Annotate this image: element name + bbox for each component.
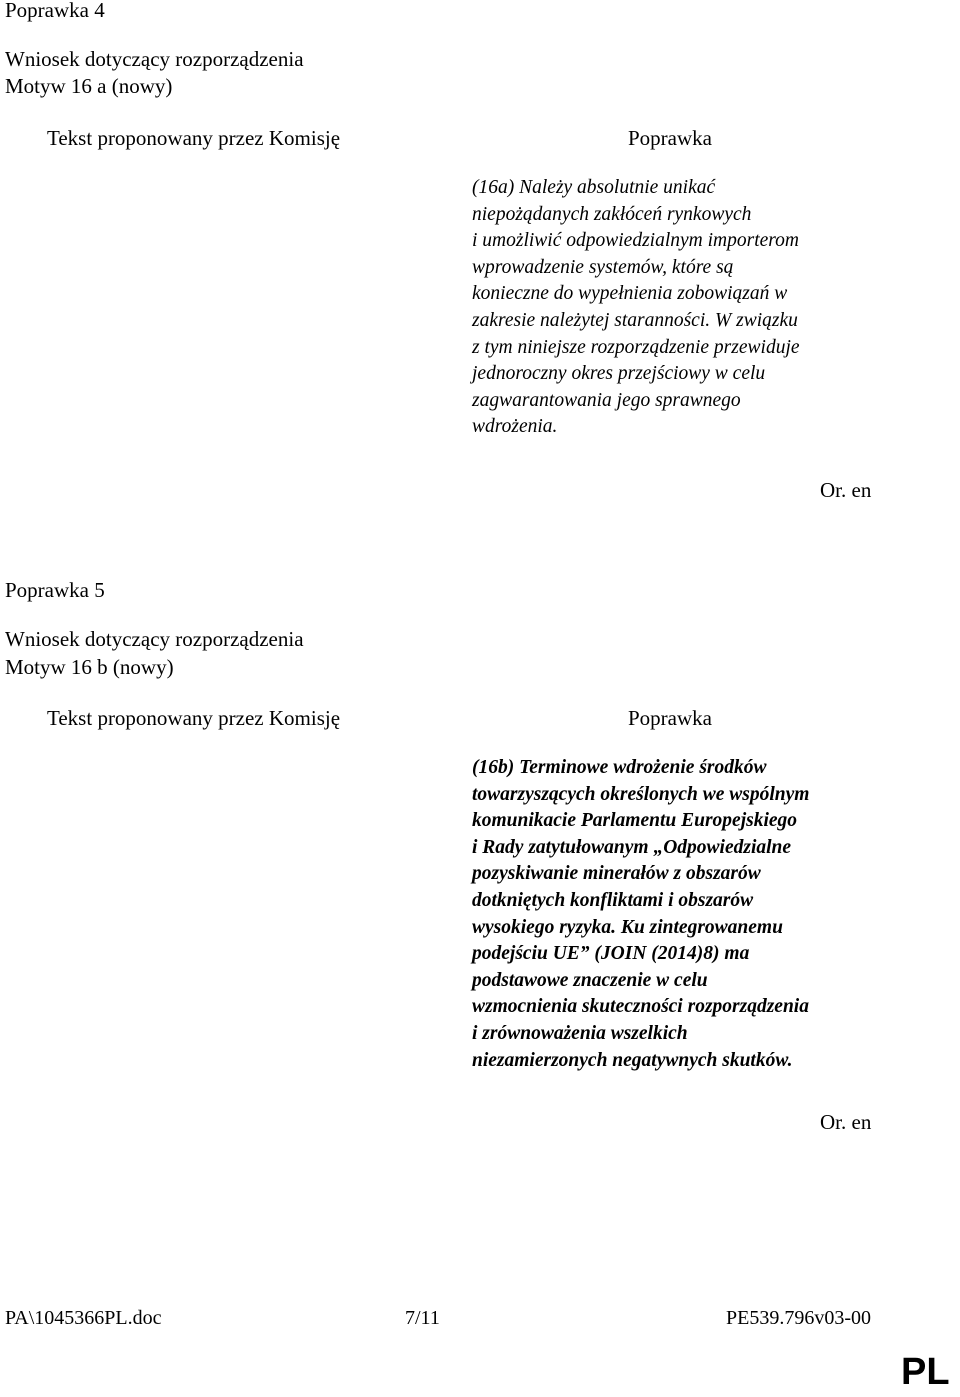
amendment-text-line: zagwarantowania jego sprawnego bbox=[472, 389, 741, 411]
amendment-text-line: dotkniętych konfliktami i obszarów bbox=[472, 889, 754, 911]
amendment-text-line: pozyskiwanie minerałów z obszarów bbox=[472, 863, 761, 885]
amendment-text-line: zakresie należytej staranności. W związku bbox=[472, 309, 798, 331]
column-header-commission: Tekst proponowany przez Komisję bbox=[47, 126, 341, 150]
recital-label: Motyw 16 a (nowy) bbox=[5, 74, 173, 98]
recital-label: Motyw 16 b (nowy) bbox=[5, 655, 174, 679]
footer-pe-reference: PE539.796v03-00 bbox=[726, 1307, 871, 1329]
amendment-text bbox=[472, 175, 892, 441]
amendment-text-line: wysokiego ryzyka. Ku zintegrowanemu bbox=[472, 916, 783, 938]
amendment-text-line: komunikacie Parlamentu Europejskiego bbox=[472, 810, 798, 832]
amendment-number: Poprawka 5 bbox=[5, 578, 105, 602]
column-header-commission: Tekst proponowany przez Komisję bbox=[47, 706, 341, 730]
footer-doc-reference: PA\1045366PL.doc bbox=[5, 1307, 162, 1329]
proposal-title: Wniosek dotyczący rozporządzenia bbox=[5, 627, 304, 651]
amendment-text-line: podstawowe znaczenie w celu bbox=[472, 969, 708, 991]
original-language: Or. en bbox=[820, 478, 872, 502]
footer-language-code: PL bbox=[901, 1351, 950, 1393]
amendment-text-line: wzmocnienia skuteczności rozporządzenia bbox=[472, 996, 809, 1018]
amendment-text-line: wdrożenia. bbox=[472, 416, 558, 438]
amendment-text-line: (16a) Należy absolutnie unikać bbox=[472, 177, 716, 198]
amendment-text-line: i umożliwić odpowiedzialnym importerom bbox=[472, 230, 799, 252]
amendment-text-line: niepożądanych zakłóceń rynkowych bbox=[472, 203, 752, 225]
amendment-number: Poprawka 4 bbox=[5, 0, 105, 22]
amendment-text-line: podejściu UE” (JOIN (2014)8) ma bbox=[472, 943, 750, 965]
amendment-text-line: i Rady zatytułowanym „Odpowiedzialne bbox=[472, 836, 792, 858]
amendment-text-line: wprowadzenie systemów, które są bbox=[472, 256, 734, 278]
amendment-text-line: konieczne do wypełnienia zobowiązań w bbox=[472, 283, 788, 305]
proposal-title: Wniosek dotyczący rozporządzenia bbox=[5, 47, 304, 71]
original-language: Or. en bbox=[820, 1110, 872, 1134]
amendment-text-line: jednoroczny okres przejściowy w celu bbox=[472, 363, 766, 385]
amendment-text-line: niezamierzonych negatywnych skutków. bbox=[472, 1049, 793, 1071]
column-header-amendment: Poprawka bbox=[628, 126, 712, 150]
amendment-text-line: (16b) Terminowe wdrożenie środków bbox=[472, 757, 767, 778]
column-header-amendment: Poprawka bbox=[628, 706, 712, 730]
amendment-text-line: z tym niniejsze rozporządzenie przewiduje bbox=[472, 336, 800, 358]
amendment-text-line: towarzyszących określonych we wspólnym bbox=[472, 783, 810, 805]
amendment-text bbox=[472, 755, 892, 1074]
amendment-text-line: i zrównoważenia wszelkich bbox=[472, 1022, 688, 1044]
footer-page-number: 7/11 bbox=[405, 1307, 440, 1329]
